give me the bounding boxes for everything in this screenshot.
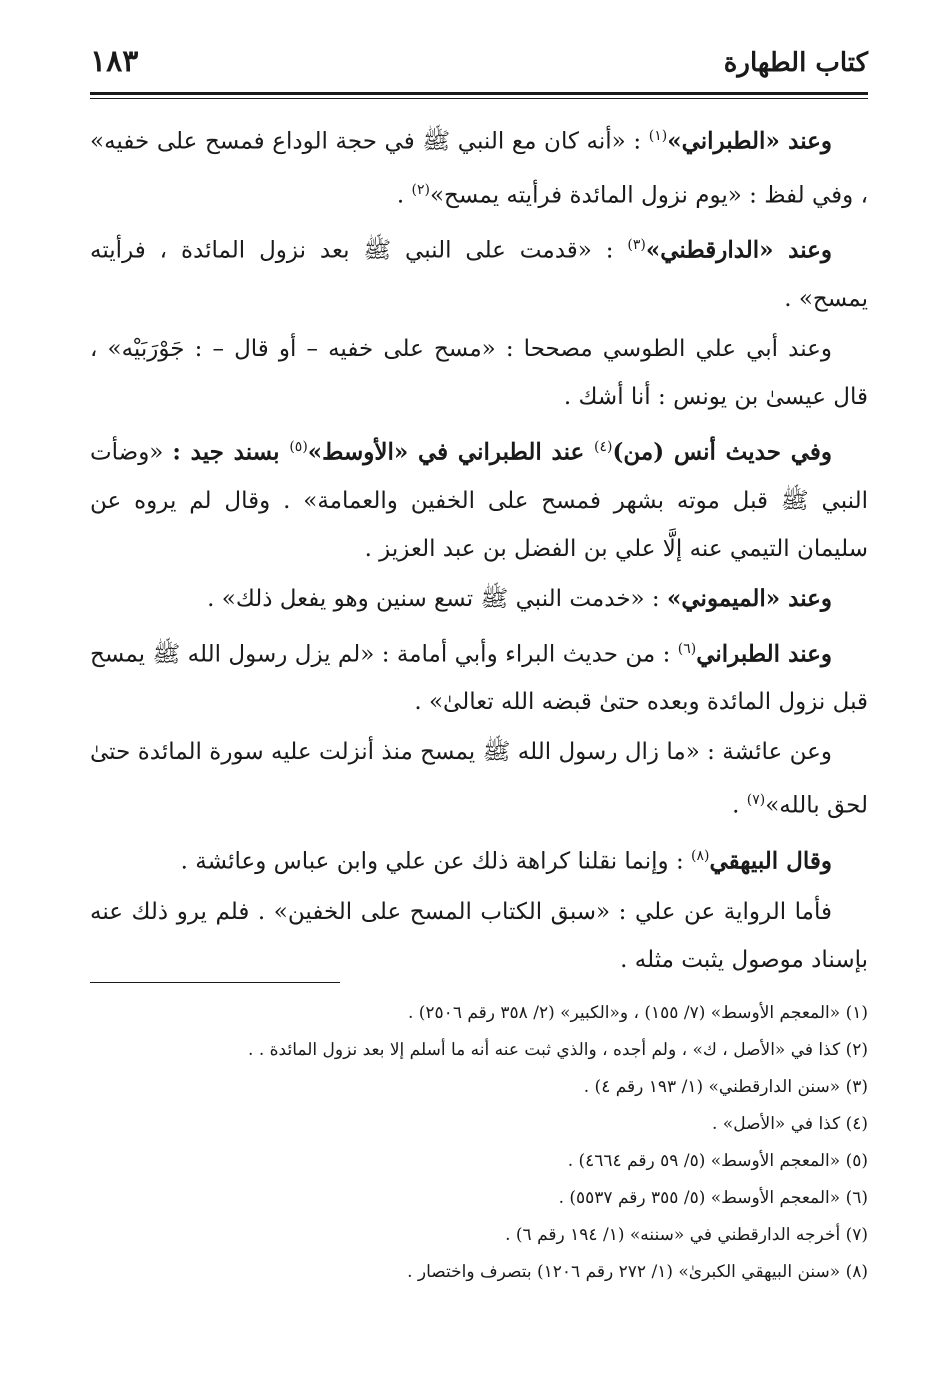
paragraph (90, 728, 868, 830)
footnote-marker: (٢) (411, 181, 430, 198)
footnote-marker: (١) (648, 128, 668, 144)
text-run: وعند أبي علي الطوسي مصححا : «مسح على خفيه – أو قال – : جَوْرَبَيْه» ، قال عيسىٰ بن يونس : أنا أشك . (90, 335, 868, 410)
footnote-marker: (٧) (746, 792, 766, 809)
text-run: . (396, 182, 412, 209)
footnote-marker: (٥) (289, 438, 308, 455)
header-rule-thin (90, 98, 868, 99)
footnote-item: (١) «المعجم الأوسط» (٧/ ١٥٥) ، و«الكبير» (٢/ ٣٥٨ رقم ٢٥٠٦) . (407, 1003, 868, 1023)
paragraph (90, 575, 868, 623)
paragraph (90, 221, 868, 323)
footnote-item: (٤) كذا في «الأصل» . (712, 1114, 868, 1134)
running-title: كتاب الطهارة (723, 48, 868, 78)
footnote-marker: (٨) (691, 847, 710, 864)
text-run: : من حديث البراء وأبي أمامة : «لم يزل رسول الله ﷺ يمسح قبل نزول المائدة وبعده حتىٰ قبضه الله تعالىٰ» . (90, 641, 868, 716)
page-number: ١٨٣ (90, 44, 139, 79)
paragraph (90, 423, 868, 573)
paragraph (90, 888, 868, 984)
footnote-item: (٧) أخرجه الدارقطني في «سننه» (١/ ١٩٤ رقم ٦) . (505, 1225, 868, 1245)
paragraph (90, 832, 868, 886)
text-run: : «خدمت النبي ﷺ تسع سنين وهو يفعل ذلك» . (207, 585, 667, 612)
bold-text: وفي حديث أنس (من) (612, 438, 832, 466)
text-run: فأما الرواية عن علي : «سبق الكتاب المسح على الخفين» . فلم يرو ذلك عنه بإسناد موصول يثبت مثله . (90, 898, 868, 973)
bold-text: وعند «الدارقطني» (645, 236, 832, 264)
page-header (90, 40, 868, 94)
bold-text: عند الطبراني في «الأوسط» (307, 438, 595, 466)
bold-text: وعند «الطبراني» (667, 127, 832, 155)
text-run: وعن عائشة : «ما زال رسول الله ﷺ يمسح منذ أنزلت عليه سورة المائدة حتىٰ لحق بالله» (90, 739, 868, 819)
footnote-item: (٢) كذا في «الأصل ، ك» ، ولم أجده ، والذي ثبت عنه أنه ما أسلم إلا بعد نزول المائدة . . (248, 1040, 868, 1060)
main-text (90, 112, 868, 986)
bold-text: وعند «الميموني» (667, 584, 832, 612)
text-run: : «أنه كان مع النبي ﷺ في حجة الوداع فمسح على خفيه» ، وفي لفظ : «يوم نزول المائدة فرأيته يمسح» (90, 128, 868, 209)
footnote-item: (٣) «سنن الدارقطني» (١/ ١٩٣ رقم ٤) . (583, 1077, 868, 1097)
header-rule-thick (90, 92, 868, 95)
bold-text: بسند جيد : (172, 438, 290, 466)
footnote-item: (٥) «المعجم الأوسط» (٥/ ٥٩ رقم ٤٦٦٤) . (567, 1151, 868, 1171)
footnotes (90, 995, 868, 1291)
book-page (90, 40, 868, 1360)
footnote-marker: (٤) (594, 438, 613, 455)
footnote-item: (٨) «سنن البيهقي الكبرىٰ» (١/ ٢٧٢ رقم ١٢٠٦) بتصرف واختصار . (407, 1262, 868, 1282)
text-run: . (732, 792, 747, 819)
bold-text: وقال البيهقي (709, 847, 832, 875)
text-run: : «قدمت على النبي ﷺ بعد نزول المائدة ، فرأيته يمسح» . (90, 237, 868, 312)
paragraph (90, 325, 868, 421)
footnote-marker: (٣) (627, 237, 646, 254)
text-run: «وضأت النبي ﷺ قبل موته بشهر فمسح على الخفين والعمامة» . وقال لم يروه عن سليمان التيمي عنه إلَّا علي بن الفضل بن عبد العزيز . (90, 439, 868, 562)
paragraph (90, 112, 868, 219)
text-run: : وإنما نقلنا كراهة ذلك عن علي وابن عباس وعائشة . (180, 848, 692, 875)
paragraph (90, 625, 868, 727)
footnote-item: (٦) «المعجم الأوسط» (٥/ ٣٥٥ رقم ٥٥٣٧) . (558, 1188, 868, 1208)
footnote-separator (90, 982, 340, 983)
bold-text: وعند الطبراني (696, 640, 832, 668)
footnote-marker: (٦) (677, 640, 697, 657)
